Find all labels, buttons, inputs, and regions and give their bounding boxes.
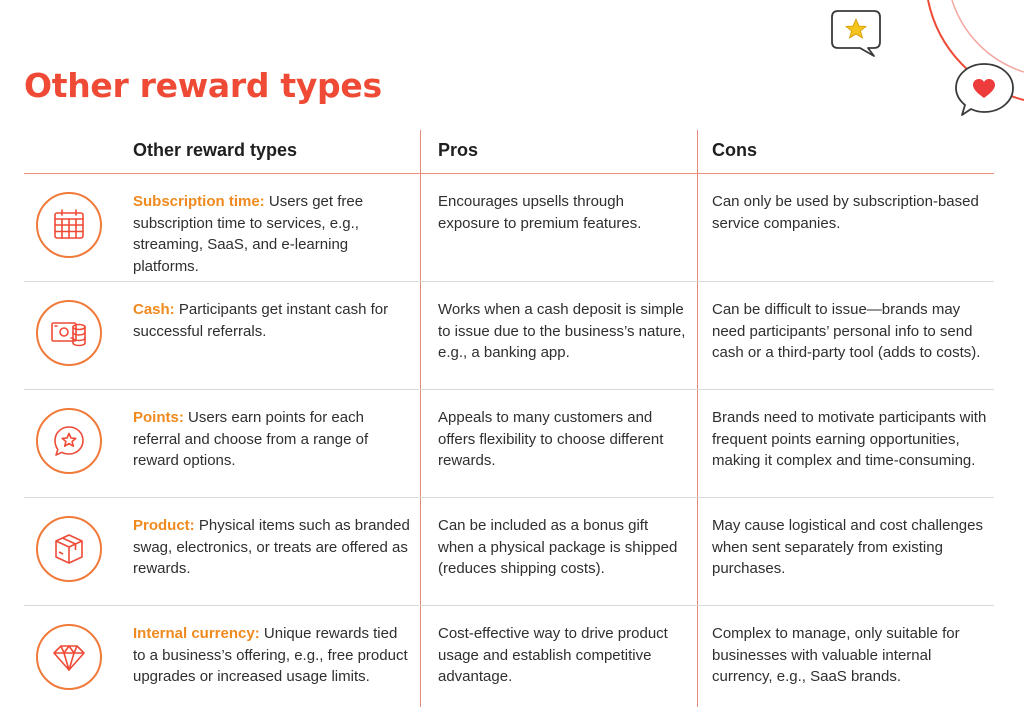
- cons-cell: Can be difficult to issue—brands may need participants’ personal info to send cash or a third-party tool (adds to costs).: [712, 301, 981, 361]
- reward-type-label: Internal currency:: [133, 625, 260, 642]
- cons-cell: Can only be used by subscription-based service companies.: [712, 193, 979, 232]
- star-bubble-icon: [36, 408, 102, 474]
- cons-cell: Brands need to motivate participants with frequent points earning opportunities, making it complex and time-consuming.: [712, 409, 987, 469]
- reward-type-label: Points:: [133, 409, 184, 426]
- reward-type-description: Users get free subscription time to services, e.g., streaming, SaaS, and e-learning platforms.: [133, 193, 364, 275]
- corner-decoration: [0, 0, 1024, 130]
- calendar-icon: [36, 192, 102, 258]
- reward-description: [133, 515, 413, 580]
- pros-cell: Can be included as a bonus gift when a physical package is shipped (reduces shipping costs).: [438, 517, 678, 577]
- table-row-subscription-time: [24, 174, 994, 282]
- table-row-product: [24, 498, 994, 606]
- reward-type-label: Subscription time:: [133, 193, 265, 210]
- star-chat-bubble-icon: [832, 11, 880, 56]
- reward-type-description: Users earn points for each referral and choose from a range of reward options.: [133, 409, 369, 469]
- header-reward-types: Other reward types: [133, 140, 298, 160]
- pros-cell: Encourages upsells through exposure to premium features.: [438, 193, 642, 232]
- cons-cell: May cause logistical and cost challenges when sent separately from existing purchases.: [712, 517, 983, 577]
- cash-icon: [36, 300, 102, 366]
- cons-cell: Complex to manage, only suitable for businesses with valuable internal currency, e.g., SaaS brands.: [712, 625, 960, 685]
- header-cons: Cons: [712, 140, 757, 160]
- diamond-icon: [36, 624, 102, 690]
- pros-cell: Cost-effective way to drive product usage and establish competitive advantage.: [438, 625, 668, 685]
- table-header: [24, 130, 994, 174]
- table-row-internal-currency: [24, 606, 994, 713]
- reward-description: [133, 299, 413, 342]
- reward-type-description: Unique rewards tied to a business’s offering, e.g., free product upgrades or increased usage limits.: [133, 625, 408, 685]
- table-row-cash: [24, 282, 994, 390]
- reward-description: [133, 623, 413, 688]
- page-title: Other reward types: [24, 66, 382, 105]
- reward-description: [133, 407, 413, 472]
- heart-chat-bubble-icon: [956, 64, 1013, 115]
- header-pros: Pros: [438, 140, 479, 160]
- package-icon: [36, 516, 102, 582]
- reward-type-description: Physical items such as branded swag, electronics, or treats are offered as rewards.: [133, 517, 410, 577]
- reward-types-table: [24, 130, 994, 713]
- pros-cell: Appeals to many customers and offers flexibility to choose different rewards.: [438, 409, 664, 469]
- reward-type-label: Cash:: [133, 301, 175, 318]
- pros-cell: Works when a cash deposit is simple to issue due to the business’s nature, e.g., a banking app.: [438, 301, 686, 361]
- reward-description: [133, 191, 413, 277]
- reward-type-label: Product:: [133, 517, 195, 534]
- table-row-points: [24, 390, 994, 498]
- reward-type-description: Participants get instant cash for successful referrals.: [133, 301, 389, 340]
